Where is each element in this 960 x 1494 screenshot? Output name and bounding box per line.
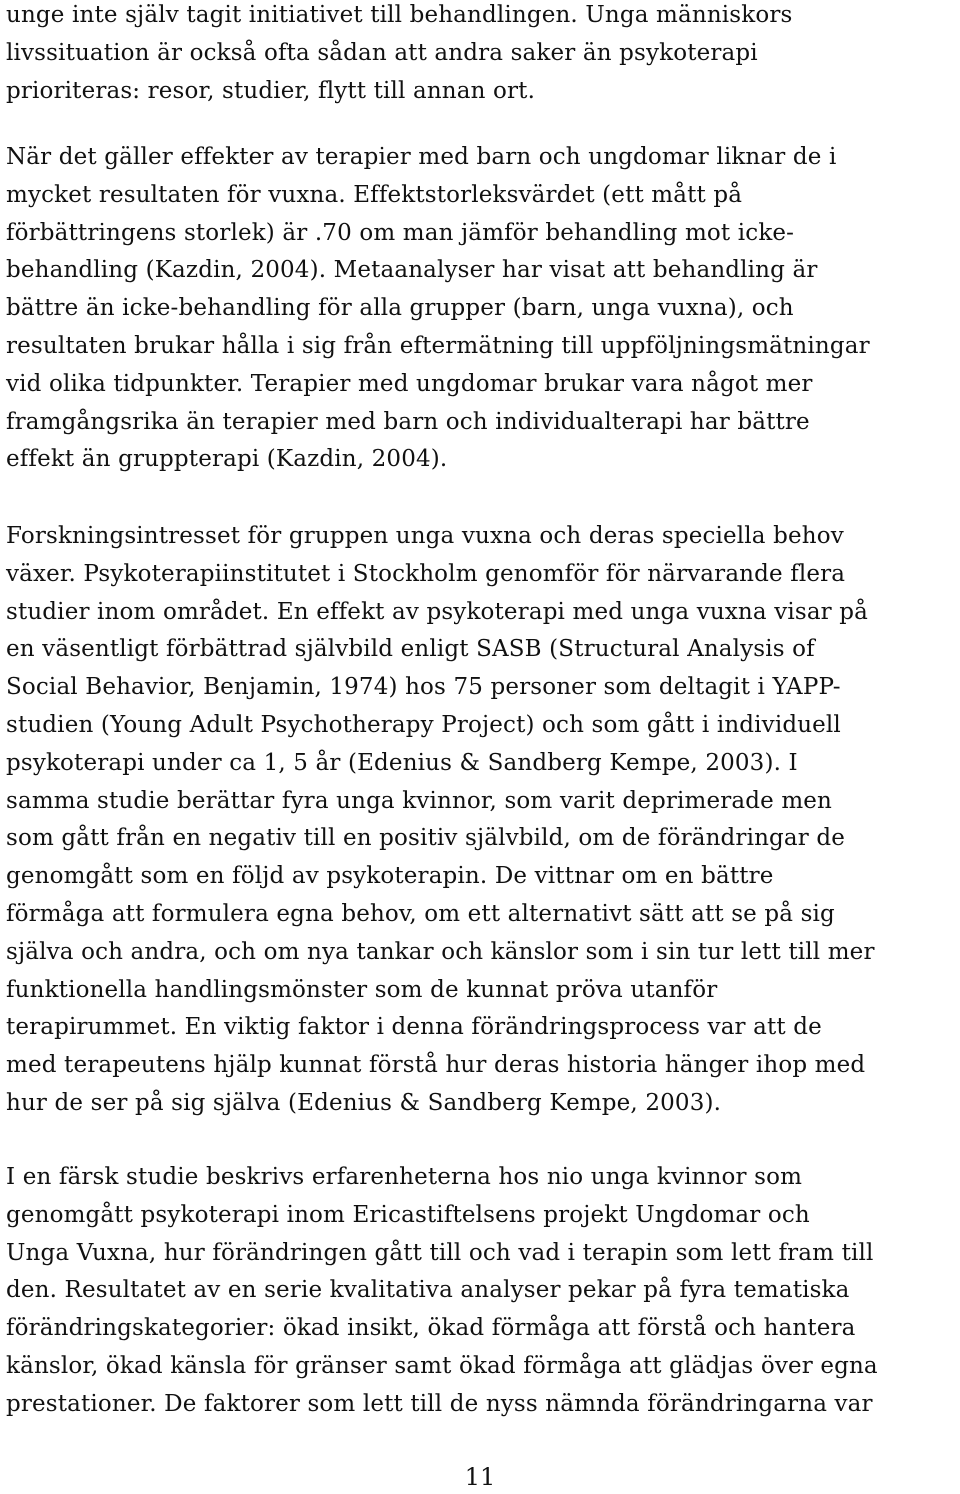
text-line: genomgått som en följd av psykoterapin. De vittnar om en bättre	[6, 863, 774, 890]
text-line: vid olika tidpunkter. Terapier med ungdomar brukar vara något mer	[6, 370, 813, 397]
text-line: I en färsk studie beskrivs erfarenheterna hos nio unga kvinnor som	[6, 1164, 803, 1190]
text-line: funktionella handlingsmönster som de kunnat pröva utanför	[6, 976, 718, 1003]
text-line: prestationer. De faktorer som lett till de nyss nämnda förändringarna var	[6, 1390, 873, 1417]
text-line: När det gäller effekter av terapier med barn och ungdomar liknar de i	[6, 144, 837, 170]
text-line: samma studie berättar fyra unga kvinnor, som varit deprimerade men	[6, 787, 833, 814]
text-line: förändringskategorier: ökad insikt, ökad förmåga att förstå och hantera	[6, 1315, 856, 1342]
text-line: mycket resultaten för vuxna. Effektstorleksvärdet (ett mått på	[6, 181, 743, 208]
text-line: Forskningsintresset för gruppen unga vuxna och deras speciella behov	[6, 523, 844, 549]
text-line: psykoterapi under ca 1, 5 år (Edenius & Sandberg Kempe, 2003). I	[6, 749, 798, 776]
text-line: framgångsrika än terapier med barn och individualterapi har bättre	[6, 408, 810, 435]
text-line: växer. Psykoterapiinstitutet i Stockholm genomför för närvarande flera	[6, 560, 846, 587]
text-line: en väsentligt förbättrad självbild enligt SASB (Structural Analysis of	[6, 636, 815, 663]
text-line: unge inte själv tagit initiativet till behandlingen. Unga människors	[6, 2, 793, 28]
text-line: livssituation är också ofta sådan att andra saker än psykoterapi	[6, 39, 758, 66]
text-line: resultaten brukar hålla i sig från eftermätning till uppföljningsmätningar	[6, 332, 870, 359]
text-line: bättre än icke-behandling för alla grupper (barn, unga vuxna), och	[6, 295, 794, 322]
text-line: behandling (Kazdin, 2004). Metaanalyser har visat att behandling är	[6, 257, 818, 284]
text-line: terapirummet. En viktig faktor i denna förändringsprocess var att de	[6, 1014, 822, 1041]
text-line: prioriteras: resor, studier, flytt till annan ort.	[6, 77, 536, 104]
text-line: Social Behavior, Benjamin, 1974) hos 75 personer som deltagit i YAPP-	[6, 674, 841, 701]
paragraph-1	[6, 0, 792, 110]
text-line: genomgått psykoterapi inom Ericastiftelsens projekt Ungdomar och	[6, 1201, 810, 1228]
page-number: 11	[464, 1463, 496, 1491]
text-line: hur de ser på sig själva (Edenius & Sandberg Kempe, 2003).	[6, 1089, 722, 1116]
paragraph-2	[6, 139, 870, 479]
text-line: effekt än gruppterapi (Kazdin, 2004).	[6, 446, 448, 473]
text-line: studier inom området. En effekt av psykoterapi med unga vuxna visar på	[6, 598, 869, 625]
paragraph-4	[6, 1159, 878, 1424]
text-line: som gått från en negativ till en positiv självbild, om de förändringar de	[6, 825, 846, 852]
text-line: den. Resultatet av en serie kvalitativa analyser pekar på fyra tematiska	[6, 1277, 850, 1304]
text-line: med terapeutens hjälp kunnat förstå hur deras historia hänger ihop med	[6, 1052, 866, 1079]
text-line: förmåga att formulera egna behov, om ett alternativt sätt att se på sig	[6, 900, 835, 927]
text-line: själva och andra, och om nya tankar och känslor som i sin tur lett till mer	[6, 938, 875, 965]
text-line: förbättringens storlek) är .70 om man jämför behandling mot icke-	[6, 219, 795, 246]
paragraph-3	[6, 518, 875, 1123]
text-line: Unga Vuxna, hur förändringen gått till och vad i terapin som lett fram till	[6, 1239, 874, 1266]
text-line: studien (Young Adult Psychotherapy Project) och som gått i individuell	[6, 711, 841, 738]
text-line: känslor, ökad känsla för gränser samt ökad förmåga att glädjas över egna	[6, 1352, 878, 1379]
